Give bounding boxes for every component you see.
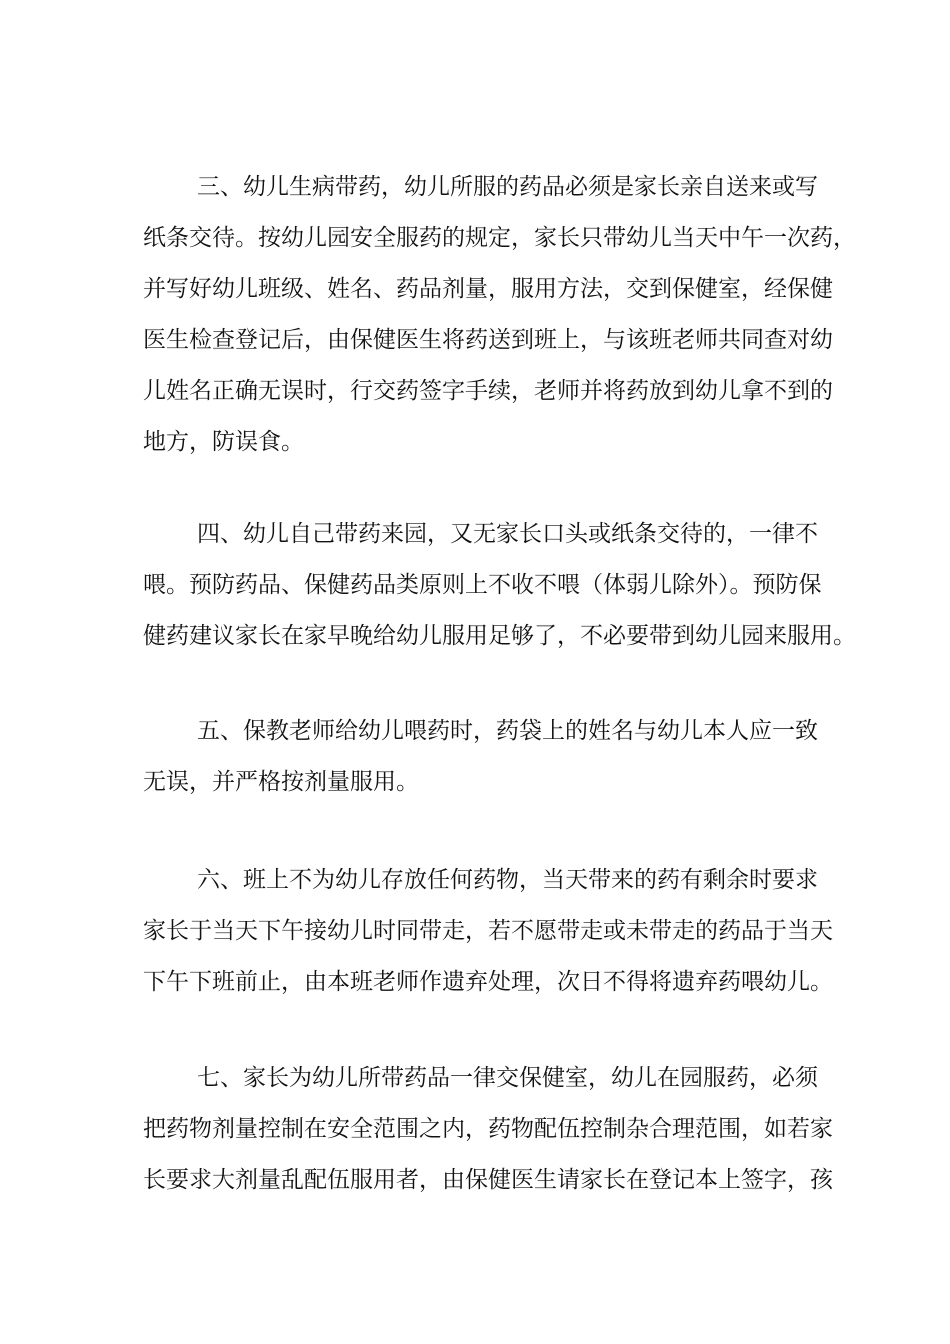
text-line: 三、幼儿生病带药，幼儿所服的药品必须是家长亲自送来或写: [197, 174, 818, 200]
text-line: 家长于当天下午接幼儿时同带走，若不愿带走或未带走的药品于当天: [143, 918, 833, 944]
paragraph-item-6: [143, 855, 833, 1008]
text-line: 地方，防误食。: [143, 429, 304, 455]
text-line: 把药物剂量控制在安全范围之内，药物配伍控制杂合理范围，如若家: [143, 1116, 833, 1142]
paragraph-item-4: [143, 509, 856, 662]
paragraph-item-3: [143, 162, 856, 468]
text-line: 长要求大剂量乱配伍服用者，由保健医生请家长在登记本上签字，孩: [143, 1167, 833, 1193]
text-line: 医生检查登记后，由保健医生将药送到班上，与该班老师共同查对幼: [143, 327, 833, 353]
text-line: 五、保教老师给幼儿喂药时，药袋上的姓名与幼儿本人应一致: [197, 718, 818, 744]
text-line: 四、幼儿自己带药来园，又无家长口头或纸条交待的，一律不: [197, 521, 818, 547]
paragraph-item-5: [143, 706, 818, 808]
text-line: 纸条交待。按幼儿园安全服药的规定，家长只带幼儿当天中午一次药，: [143, 225, 856, 251]
text-line: 下午下班前止，由本班老师作遗弃处理，次日不得将遗弃药喂幼儿。: [143, 969, 833, 995]
text-line: 健药建议家长在家早晚给幼儿服用足够了，不必要带到幼儿园来服用。: [143, 623, 856, 649]
text-line: 儿姓名正确无误时，行交药签字手续，老师并将药放到幼儿拿不到的: [143, 378, 833, 404]
text-line: 无误，并严格按剂量服用。: [143, 769, 419, 795]
text-line: 并写好幼儿班级、姓名、药品剂量，服用方法，交到保健室，经保健: [143, 276, 833, 302]
text-line: 七、家长为幼儿所带药品一律交保健室，幼儿在园服药，必须: [197, 1065, 818, 1091]
text-line: 六、班上不为幼儿存放任何药物，当天带来的药有剩余时要求: [197, 867, 818, 893]
text-line: 喂。预防药品、保健药品类原则上不收不喂（体弱儿除外）。预防保: [143, 572, 822, 598]
paragraph-item-7: [143, 1053, 833, 1206]
